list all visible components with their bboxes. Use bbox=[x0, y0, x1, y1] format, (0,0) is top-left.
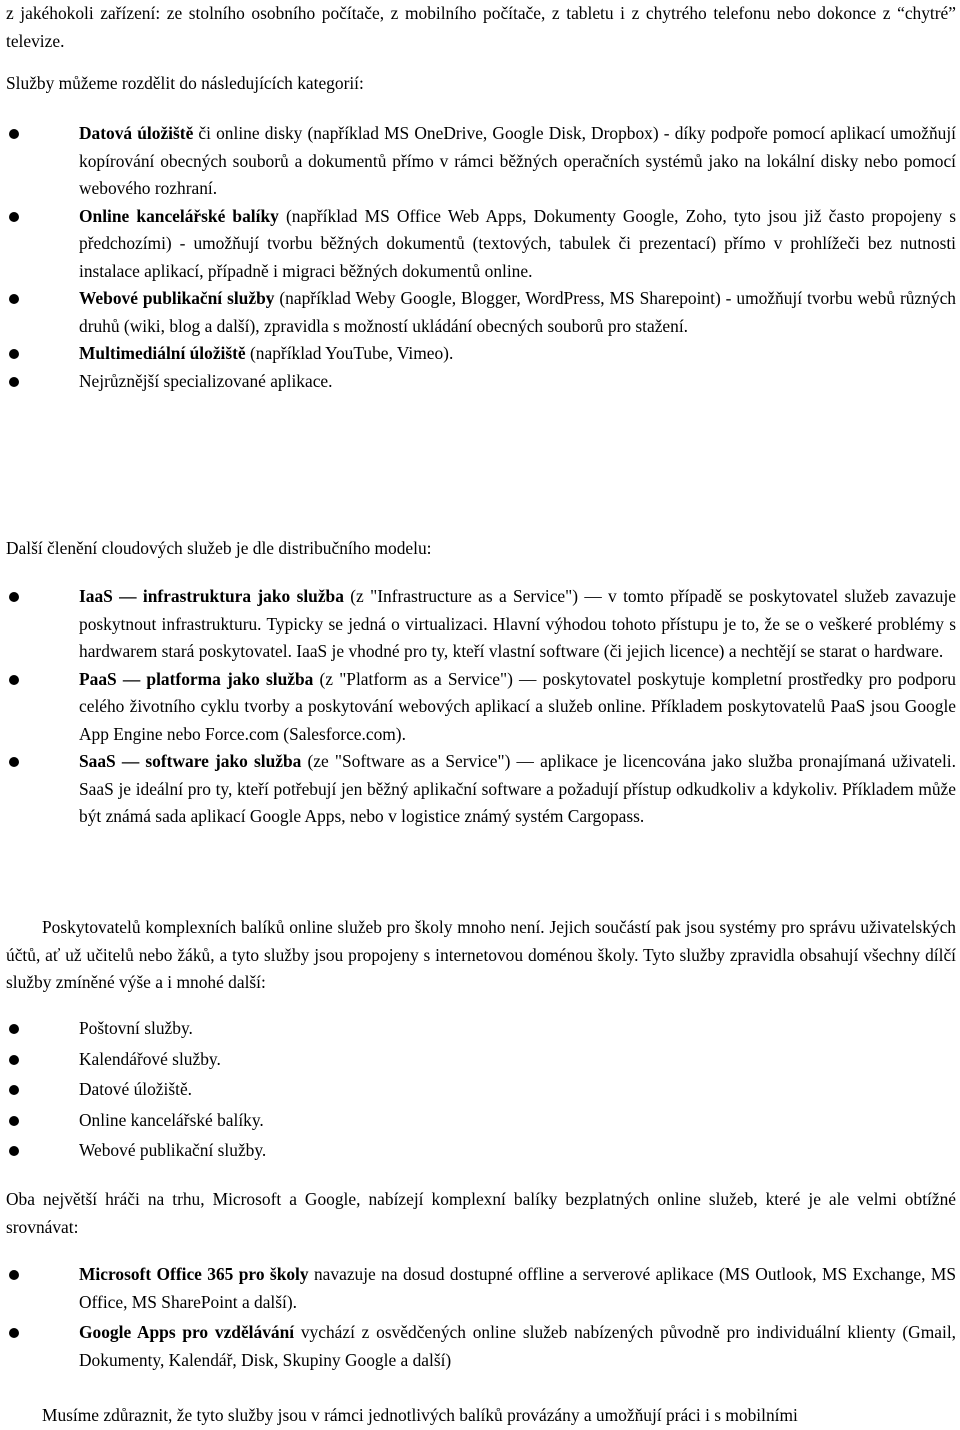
list-item bbox=[6, 583, 956, 666]
list-item bbox=[6, 1261, 956, 1316]
bullet-icon bbox=[9, 377, 19, 387]
item-text: (z "Platform as a Service") — poskytovatel poskytuje kompletní prostředky pro podporu celého životního cyklu tvorby a poskytování webových aplikací a služeb online. Příkladem poskytovatelů PaaS jsou Google App Engine nebo Force.com (Salesforce.com). bbox=[79, 668, 956, 744]
bullet-icon bbox=[9, 1085, 19, 1095]
bullet-icon bbox=[9, 1024, 19, 1034]
item-term: PaaS — platforma jako služba bbox=[79, 668, 314, 689]
distribution-list bbox=[6, 583, 956, 831]
list-item bbox=[6, 1015, 956, 1043]
item-term: IaaS — infrastruktura jako služba bbox=[79, 586, 344, 606]
list-item bbox=[6, 203, 956, 286]
providers-paragraph: Poskytovatelů komplexních balíků online služeb pro školy mnoho není. Jejich součástí pak jsou systémy pro správu uživatelských účtů, ať už učitelů nebo žáků, a tyto služby jsou propojeny s internetovou doménou školy. Tyto služby zpravidla obsahují všechny dílčí služby zmíněné výše a i mnohé další: bbox=[6, 917, 956, 992]
intro-continuation: z jakéhokoli zařízení: ze stolního osobního počítače, z mobilního počítače, z tabletu i z chytrého telefonu nebo dokonce z “chytré” televize. bbox=[6, 3, 956, 51]
item-text: Kalendářové služby. bbox=[79, 1048, 221, 1069]
bullet-icon bbox=[9, 592, 19, 602]
item-text: (ze "Software as a Service") — aplikace je licencována jako služba pronajímaná uživateli. SaaS je ideální pro ty, kteří potřebují jen běžný aplikační software a požadují přístup odkudkoliv a kdykoliv. Příkladem může být známá sada aplikací Google Apps, nebo v logistice známý systém Cargopass. bbox=[79, 751, 956, 826]
bullet-icon bbox=[9, 675, 19, 685]
players-list bbox=[6, 1261, 956, 1374]
item-text: navazuje na dosud dostupné offline a serverové aplikace (MS Outlook, MS Exchange, MS Office, MS SharePoint a další). bbox=[79, 1264, 956, 1312]
list-item bbox=[6, 1137, 956, 1165]
item-text: vychází z osvědčených online služeb nabízených původně pro individuální klienty (Gmail, Dokumenty, Kalendář, Disk, Skupiny Google a další) bbox=[79, 1322, 956, 1370]
item-text: Poštovní služby. bbox=[79, 1018, 193, 1038]
bullet-icon bbox=[9, 1146, 19, 1156]
item-text: (například Weby Google, Blogger, WordPress, MS Sharepoint) - umožňují tvorbu webů různých druhů (wiki, blog a další), zpravidla s možností ukládání obecných souborů pro stažení. bbox=[79, 288, 956, 336]
bullet-icon bbox=[9, 1328, 19, 1338]
item-text: Webové publikační služby. bbox=[79, 1140, 267, 1160]
categories-list bbox=[6, 120, 956, 395]
item-text: (z "Infrastructure as a Service") — v tomto případě se poskytovatel služeb zavazuje poskytnout infrastrukturu. Typicky se jedná o virtualizaci. Hlavní výhodou tohoto přístupu je to, že se o veškeré problémy s hardwarem stará poskytovatel. IaaS je vhodné pro ty, kteří vlastní software (či jejich licence) a nechtějí se starat o hardware. bbox=[79, 586, 957, 661]
item-term: Google Apps pro vzdělávání bbox=[79, 1322, 295, 1342]
item-term: SaaS — software jako služba bbox=[79, 751, 302, 771]
distribution-list-block bbox=[6, 583, 956, 831]
services-list bbox=[6, 1015, 956, 1165]
list-item bbox=[6, 368, 956, 396]
list-item bbox=[6, 340, 956, 368]
item-text: Datové úložiště. bbox=[79, 1079, 193, 1099]
bullet-icon bbox=[9, 294, 19, 304]
item-term: Online kancelářské balíky bbox=[79, 205, 279, 226]
item-term: Multimediální úložiště bbox=[79, 343, 246, 363]
bullet-icon bbox=[9, 1270, 19, 1280]
list-item bbox=[6, 120, 956, 203]
item-text: Nejrůznější specializované aplikace. bbox=[79, 370, 333, 391]
distribution-intro-block bbox=[6, 535, 956, 563]
players-list-block bbox=[6, 1261, 956, 1374]
distribution-intro: Další členění cloudových služeb je dle distribučního modelu: bbox=[6, 538, 432, 558]
list-item bbox=[6, 1107, 956, 1135]
categories-intro: Služby můžeme rozdělit do následujících kategorií: bbox=[6, 73, 364, 93]
bullet-icon bbox=[9, 129, 19, 139]
item-text: (například MS Office Web Apps, Dokumenty Google, Zoho, tyto jsou již často propojeny s předchozími) - umožňují tvorbu běžných dokumentů (textových, tabulek či prezentací) přímo v prohlížeči bez nutnosti instalace aplikací, případně i migraci běžných dokumentů online. bbox=[79, 205, 956, 281]
list-item bbox=[6, 285, 956, 340]
item-text: (například YouTube, Vimeo). bbox=[245, 343, 454, 363]
item-term: Webové publikační služby bbox=[79, 288, 275, 308]
list-item bbox=[6, 1076, 956, 1104]
intro-continuation-block bbox=[6, 0, 956, 55]
providers-paragraph-block bbox=[6, 914, 956, 997]
item-term: Datová úložiště bbox=[79, 123, 194, 143]
item-text: Online kancelářské balíky. bbox=[79, 1109, 264, 1130]
categories-intro-block bbox=[6, 70, 956, 98]
list-item bbox=[6, 748, 956, 831]
closing-fragment: Musíme zdůraznit, že tyto služby jsou v rámci jednotlivých balíků provázány a umožňují práci i s mobilními bbox=[42, 1405, 798, 1425]
closing-fragment-block bbox=[6, 1402, 956, 1430]
bullet-icon bbox=[9, 757, 19, 767]
bullet-icon bbox=[9, 212, 19, 222]
bullet-icon bbox=[9, 349, 19, 359]
bullet-icon bbox=[9, 1055, 19, 1065]
item-text: či online disky (například MS OneDrive, Google Disk, Dropbox) - díky podpoře pomocí aplikací umožňují kopírování obecných souborů a dokumentů přímo v rámci běžných operačních systémů jako na lokální disky nebo pomocí webového rozhraní. bbox=[79, 123, 956, 198]
players-paragraph-block bbox=[6, 1186, 956, 1241]
item-term: Microsoft Office 365 pro školy bbox=[79, 1264, 309, 1284]
bullet-icon bbox=[9, 1116, 19, 1126]
list-item bbox=[6, 1319, 956, 1374]
categories-list-block bbox=[6, 120, 956, 395]
services-list-block bbox=[6, 1015, 956, 1165]
list-item bbox=[6, 1046, 956, 1074]
players-paragraph: Oba největší hráči na trhu, Microsoft a Google, nabízejí komplexní balíky bezplatných online služeb, které je ale velmi obtížné srovnávat: bbox=[6, 1189, 956, 1237]
list-item bbox=[6, 666, 956, 749]
